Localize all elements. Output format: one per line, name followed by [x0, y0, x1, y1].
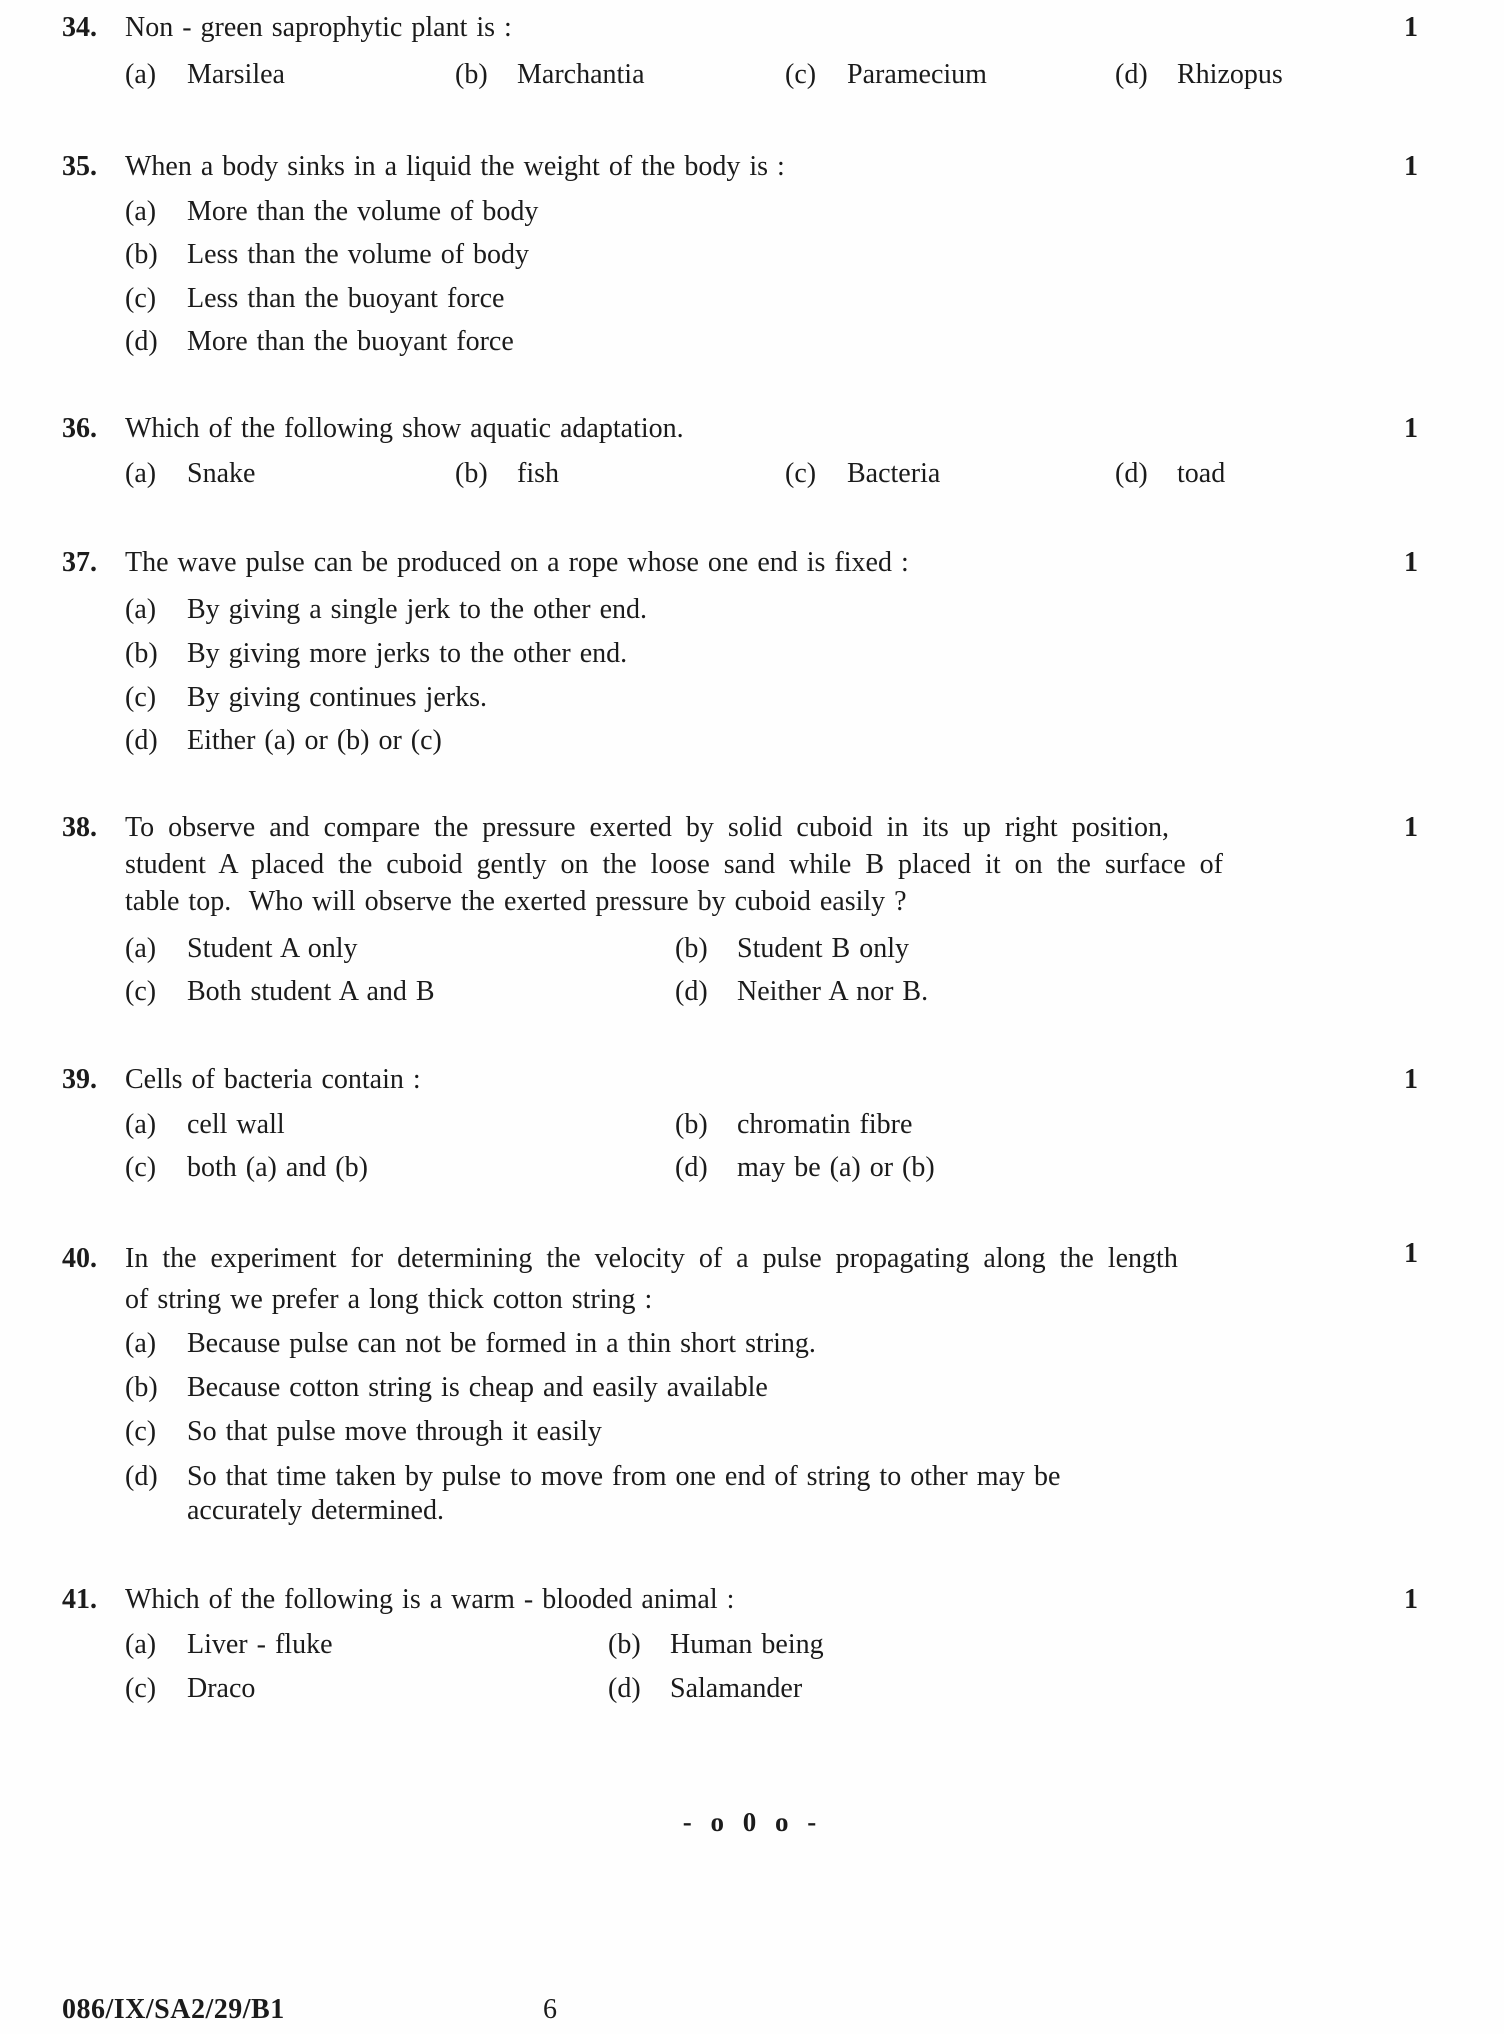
option-label: (c)	[785, 59, 817, 90]
option-text: cell wall	[187, 1109, 285, 1140]
option-label: (c)	[125, 976, 157, 1007]
question-number: 40.	[62, 1243, 97, 1274]
option-label: (d)	[675, 976, 708, 1007]
page-number: 6	[543, 1994, 557, 2025]
option-text: More than the volume of body	[187, 196, 539, 227]
option-text: both (a) and (b)	[187, 1152, 368, 1183]
option-label: (a)	[125, 1109, 157, 1140]
option-text: may be (a) or (b)	[737, 1152, 935, 1183]
option-label: (d)	[1115, 59, 1148, 90]
question-line: of string we prefer a long thick cotton string :	[125, 1284, 653, 1315]
option-label: (b)	[125, 1372, 158, 1403]
marks-value: 1	[1404, 151, 1418, 182]
option-label: (a)	[125, 196, 157, 227]
option-label: (b)	[125, 239, 158, 270]
question-number: 41.	[62, 1584, 97, 1615]
marks-value: 1	[1404, 547, 1418, 578]
question-line: When a body sinks in a liquid the weight of the body is :	[125, 151, 785, 182]
option-text: Marsilea	[187, 59, 285, 90]
end-of-paper-marker: - o 0 o -	[682, 1807, 822, 1837]
option-text: So that pulse move through it easily	[187, 1416, 602, 1447]
option-label: (c)	[125, 1416, 157, 1447]
question-number: 37.	[62, 547, 97, 578]
marks-value: 1	[1404, 413, 1418, 444]
question-number: 35.	[62, 151, 97, 182]
question-line: Which of the following is a warm - blooded animal :	[125, 1584, 735, 1615]
question-number: 34.	[62, 12, 97, 43]
option-text: fish	[517, 458, 559, 489]
option-label: (b)	[125, 638, 158, 669]
option-text: Rhizopus	[1177, 59, 1283, 90]
question-line: The wave pulse can be produced on a rope whose one end is fixed :	[125, 547, 909, 578]
option-label: (d)	[125, 326, 158, 357]
paper-code: 086/IX/SA2/29/B1	[62, 1994, 285, 2025]
option-text: So that time taken by pulse to move from one end of string to other may be	[187, 1461, 1061, 1492]
question-line: Which of the following show aquatic adaptation.	[125, 413, 684, 444]
option-text: By giving a single jerk to the other end.	[187, 594, 648, 625]
option-label: (b)	[455, 458, 488, 489]
option-text: Neither A nor B.	[737, 976, 929, 1007]
option-text: toad	[1177, 458, 1226, 489]
option-label: (c)	[125, 1152, 157, 1183]
option-text: Snake	[187, 458, 256, 489]
option-text: Liver - fluke	[187, 1629, 333, 1660]
option-label: (d)	[125, 725, 158, 756]
option-label: (c)	[125, 682, 157, 713]
option-label: (b)	[675, 1109, 708, 1140]
option-label: (a)	[125, 458, 157, 489]
question-number: 39.	[62, 1064, 97, 1095]
option-text: Less than the buoyant force	[187, 283, 505, 314]
marks-value: 1	[1404, 1238, 1418, 1269]
marks-value: 1	[1404, 812, 1418, 843]
option-text: By giving continues jerks.	[187, 682, 487, 713]
marks-value: 1	[1404, 12, 1418, 43]
option-text: Both student A and B	[187, 976, 435, 1007]
option-label: (c)	[125, 283, 157, 314]
option-text: Because cotton string is cheap and easily available	[187, 1372, 768, 1403]
marks-value: 1	[1404, 1064, 1418, 1095]
question-number: 38.	[62, 812, 97, 843]
option-label: (c)	[785, 458, 817, 489]
question-line: table top. Who will observe the exerted pressure by cuboid easily ?	[125, 886, 907, 917]
option-text: Marchantia	[517, 59, 645, 90]
option-text-continuation: accurately determined.	[187, 1495, 444, 1526]
option-label: (d)	[1115, 458, 1148, 489]
question-line: In the experiment for determining the velocity of a pulse propagating along the length	[125, 1243, 1178, 1274]
option-label: (d)	[125, 1461, 158, 1492]
question-line: student A placed the cuboid gently on the loose sand while B placed it on the surface of	[125, 849, 1223, 880]
option-text: Because pulse can not be formed in a thin short string.	[187, 1328, 816, 1359]
option-label: (b)	[675, 933, 708, 964]
option-text: More than the buoyant force	[187, 326, 514, 357]
option-label: (a)	[125, 1629, 157, 1660]
option-text: Human being	[670, 1629, 824, 1660]
option-label: (b)	[608, 1629, 641, 1660]
option-text: Salamander	[670, 1673, 803, 1704]
option-text: Less than the volume of body	[187, 239, 530, 270]
question-line: Non - green saprophytic plant is :	[125, 12, 512, 43]
question-line: Cells of bacteria contain :	[125, 1064, 421, 1095]
marks-value: 1	[1404, 1584, 1418, 1615]
option-text: Either (a) or (b) or (c)	[187, 725, 442, 756]
option-text: Draco	[187, 1673, 256, 1704]
option-label: (a)	[125, 59, 157, 90]
question-number: 36.	[62, 413, 97, 444]
option-text: chromatin fibre	[737, 1109, 913, 1140]
option-label: (a)	[125, 933, 157, 964]
option-label: (a)	[125, 1328, 157, 1359]
option-label: (b)	[455, 59, 488, 90]
option-label: (d)	[675, 1152, 708, 1183]
option-label: (a)	[125, 594, 157, 625]
option-text: Student B only	[737, 933, 910, 964]
option-text: Bacteria	[847, 458, 941, 489]
option-text: By giving more jerks to the other end.	[187, 638, 628, 669]
option-text: Student A only	[187, 933, 358, 964]
option-label: (d)	[608, 1673, 641, 1704]
option-text: Paramecium	[847, 59, 987, 90]
question-line: To observe and compare the pressure exerted by solid cuboid in its up right position,	[125, 812, 1169, 843]
option-label: (c)	[125, 1673, 157, 1704]
